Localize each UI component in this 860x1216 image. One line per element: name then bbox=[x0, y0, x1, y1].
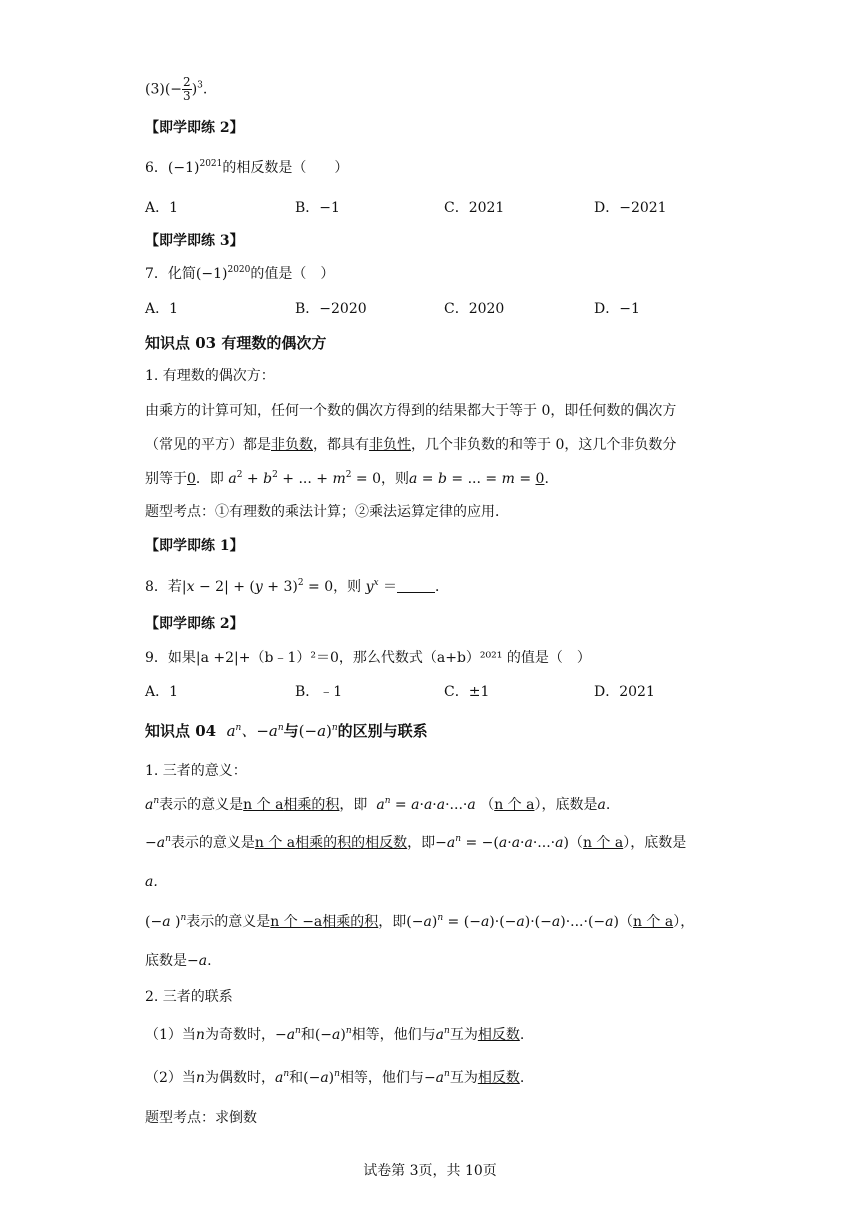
q6-option-d: D．−2021 bbox=[594, 200, 667, 216]
kp03-subtitle: 1. 有理数的偶次方： bbox=[145, 368, 275, 384]
practice-label: 【即学即练 2】 bbox=[145, 120, 244, 136]
kp03-para-2: （常见的平方）都是非负数，都具有非负性，几个非负数的和等于 0，这几个非负数分 bbox=[145, 437, 677, 453]
kp04-meaning-3: (−a )$^n$表示的意义是n 个 −a相乘的积，即$(-a)^n = (-a)\cdot(-a)\cdot(-a)\cdot...\cdot(-a)(n$ 个 a）， bbox=[145, 913, 695, 930]
q9-option-a: A．1 bbox=[145, 684, 179, 700]
question-6: 6．$(-1)^{2021}$的相反数是（ ） bbox=[145, 159, 349, 176]
fraction: $\frac{2}{3}$ bbox=[183, 75, 191, 103]
q7-option-d: D．−1 bbox=[594, 301, 640, 317]
answer-blank[interactable] bbox=[397, 578, 435, 593]
kp04-meaning-2-cont: a. bbox=[145, 874, 158, 890]
q7-option-b: B．−2020 bbox=[295, 301, 367, 317]
kp03-para-1: 由乘方的计算可知，任何一个数的偶次方得到的结果都大于等于 0，即任何数的偶次方 bbox=[145, 403, 677, 419]
kp04-meaning-3-cont: 底数是−a. bbox=[145, 953, 212, 969]
kp04-meaning-1: $a^n$表示的意义是n 个 a相乘的积，即 $a^n = a\cdot a\cdot a\cdot...\cdot a$ （n 个 a），底数是a. bbox=[145, 796, 611, 813]
kp04-subtitle-2: 2. 三者的联系 bbox=[145, 989, 233, 1005]
q6-option-b: B．−1 bbox=[295, 200, 340, 216]
q9-option-c: C．±1 bbox=[444, 684, 490, 700]
q9-option-b: B．﹣1 bbox=[295, 684, 343, 700]
question-8: 8．若$|x - 2| + (y + 3)^2 = 0$，则 $y^x$ ＝ ． bbox=[145, 578, 450, 595]
top-item: (3)(− $\frac{2}{3}$ )$^3$. bbox=[145, 75, 208, 103]
question-9: 9．如果|a +2|+（b﹣1）²＝0，那么代数式（a+b）²⁰²¹ 的值是（ ） bbox=[145, 650, 591, 666]
q6-option-a: A．1 bbox=[145, 200, 179, 216]
kp04-relation-1: （1）当n为奇数时，$-a^n$和$(-a)^n$相等，他们与$a^n$互为相反数. bbox=[145, 1026, 525, 1043]
kp04-relation-2: （2）当n为偶数时，$a^n$和$(-a)^n$相等，他们与$-a^n$互为相反数. bbox=[145, 1069, 525, 1086]
q6-option-c: C．2021 bbox=[444, 200, 505, 216]
q9-option-d: D．2021 bbox=[594, 684, 655, 700]
section-title-kp04: 知识点 04 $a^n$、$-a^n$与$(-a)^n$的区别与联系 bbox=[145, 722, 428, 740]
q7-option-a: A．1 bbox=[145, 301, 179, 317]
kp03-para-3: 别等于0．即 $a^2 + b^2$ + ... + $m^2 = 0$，则a = b = ... = m = 0. bbox=[145, 470, 549, 487]
practice-label: 【即学即练 1】 bbox=[145, 538, 244, 554]
q7-option-c: C．2020 bbox=[444, 301, 505, 317]
question-7: 7．化简$(-1)^{2020}$的值是（ ） bbox=[145, 265, 335, 282]
page-footer: 试卷第 3页，共 10页 bbox=[363, 1163, 497, 1179]
practice-label: 【即学即练 3】 bbox=[145, 233, 244, 249]
section-title-kp03: 知识点 03 有理数的偶次方 bbox=[145, 334, 327, 352]
kp04-subtitle-1: 1. 三者的意义： bbox=[145, 763, 247, 779]
practice-label: 【即学即练 2】 bbox=[145, 616, 244, 632]
kp03-para-4: 题型考点：①有理数的乘法计算；②乘法运算定律的应用． bbox=[145, 504, 509, 520]
kp04-last: 题型考点：求倒数 bbox=[145, 1110, 257, 1126]
kp04-meaning-2: $-a^n$表示的意义是n 个 a相乘的积的相反数，即$-a^n = -(a\cdot a\cdot a\cdot...\cdot a)(n$ 个 a），底数是 bbox=[145, 834, 687, 851]
